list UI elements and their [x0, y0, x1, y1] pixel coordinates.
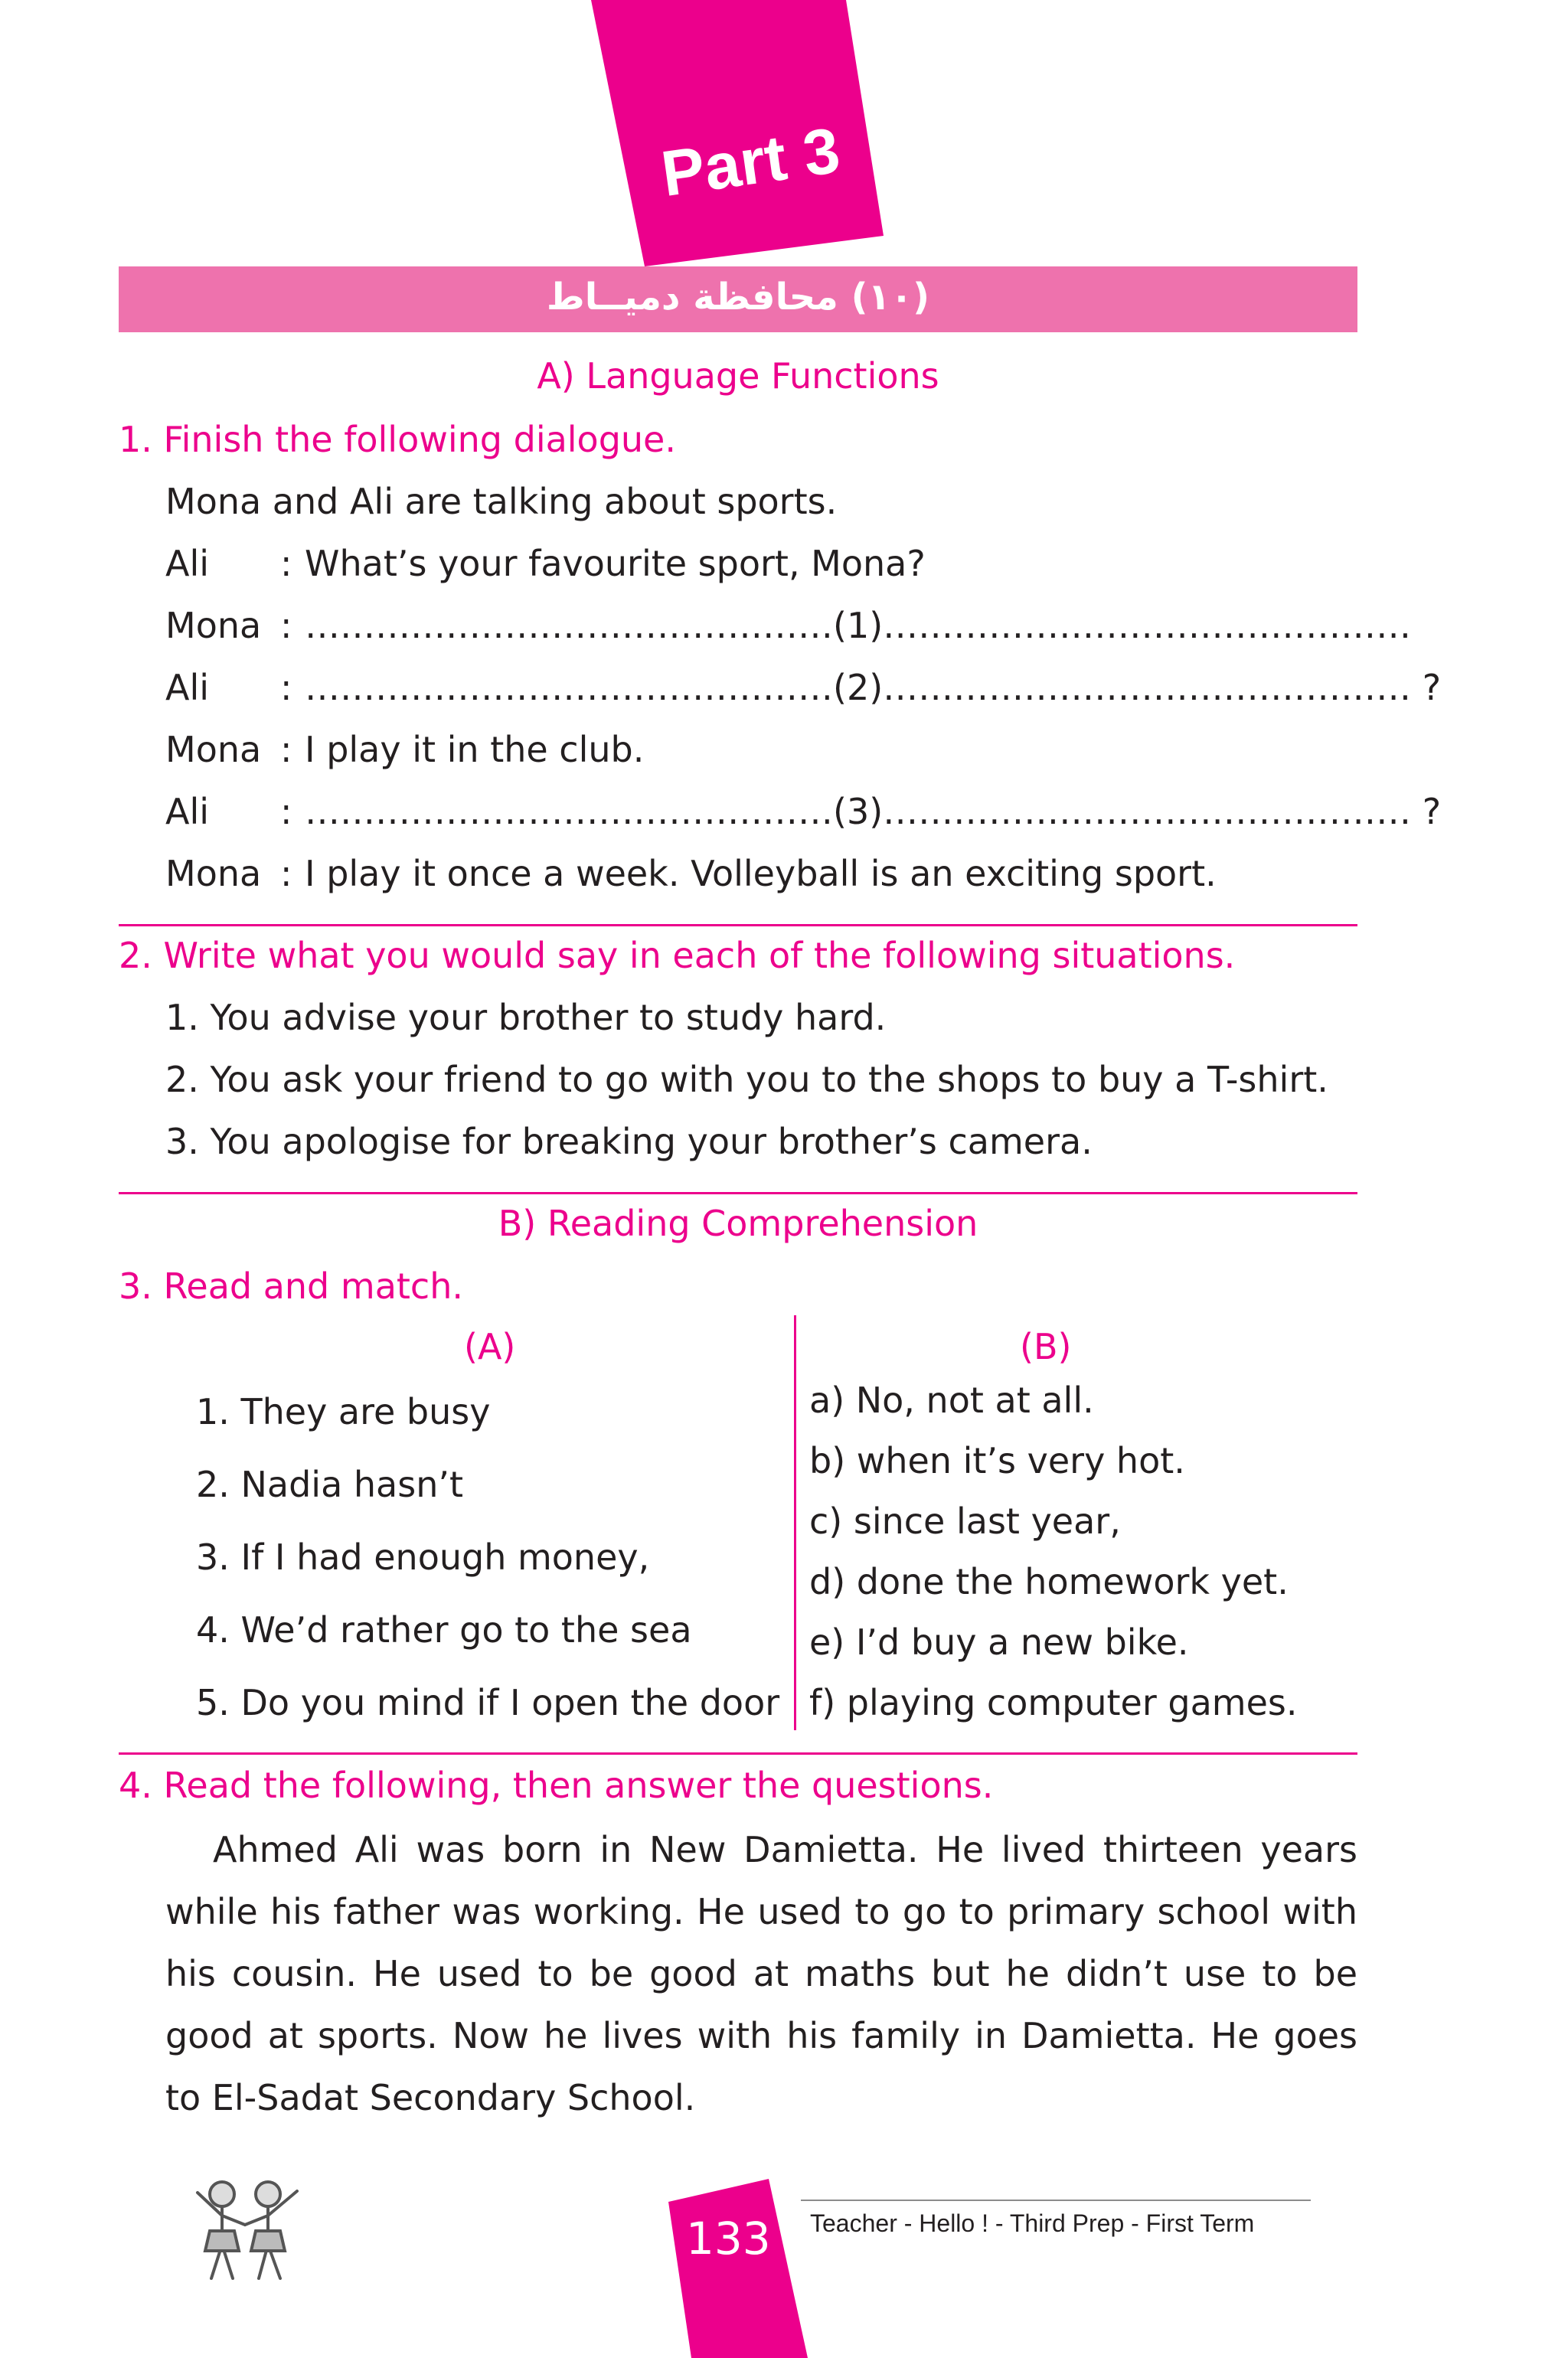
dialogue-speaker: Mona	[165, 853, 262, 894]
page-number-tab	[0, 2159, 1568, 2358]
dialogue-blank-2[interactable]: ………………………………………(2)……………………………………… ?	[305, 667, 1442, 708]
match-item-a: 1. They are busy	[196, 1391, 491, 1432]
column-divider	[794, 1315, 796, 1730]
column-a-heading: (A)	[464, 1326, 516, 1367]
part-title: Part 3	[657, 113, 844, 211]
situation-item: 1. You advise your brother to study hard.	[165, 997, 887, 1038]
dialogue-line: I play it in the club.	[305, 729, 645, 770]
situation-item: 3. You apologise for breaking your brother’s camera.	[165, 1121, 1093, 1162]
dialogue-blank-3[interactable]: ………………………………………(3)……………………………………… ?	[305, 791, 1442, 832]
dialogue-speaker: Ali	[165, 543, 210, 584]
dialogue-colon: :	[280, 853, 292, 894]
match-item-b: c) since last year,	[809, 1501, 1121, 1542]
governorate-band	[119, 266, 1357, 332]
question-4-title: 4. Read the following, then answer the questions.	[119, 1765, 994, 1806]
match-item-a: 5. Do you mind if I open the door	[196, 1682, 780, 1723]
reading-passage-text: Ahmed Ali was born in New Damietta. He lived thirteen years while his father was working. He used to go to primary school with his cousin. He used to be good at maths but he didn’t use to be good at sports. Now he lives with his family in Damietta. He goes to El-Sadat Secondary School.	[165, 1829, 1357, 2118]
footer-rule	[801, 2200, 1311, 2201]
reading-passage	[165, 1819, 1357, 2129]
dialogue-colon: :	[280, 543, 292, 584]
dialogue-line: I play it once a week. Volleyball is an exciting sport.	[305, 853, 1217, 894]
dialogue-colon: :	[280, 791, 292, 832]
question-1-title: 1. Finish the following dialogue.	[119, 419, 676, 460]
section-divider	[119, 1752, 1357, 1755]
section-b-title: B) Reading Comprehension	[498, 1203, 978, 1244]
question-3-title: 3. Read and match.	[119, 1266, 463, 1307]
match-item-b: d) done the homework yet.	[809, 1561, 1289, 1602]
dialogue-speaker: Mona	[165, 605, 262, 646]
match-item-a: 3. If I had enough money,	[196, 1537, 650, 1578]
section-a-title: A) Language Functions	[537, 355, 939, 397]
dialogue-colon: :	[280, 605, 292, 646]
dialogue-speaker: Ali	[165, 667, 210, 708]
dialogue-intro: Mona and Ali are talking about sports.	[165, 481, 838, 522]
dialogue-speaker: Ali	[165, 791, 210, 832]
match-item-a: 2. Nadia hasn’t	[196, 1464, 464, 1505]
page-number: 133	[686, 2213, 771, 2265]
dialogue-line: What’s your favourite sport, Mona?	[305, 543, 926, 584]
dialogue-blank-1[interactable]: ………………………………………(1)………………………………………	[305, 605, 1412, 646]
match-item-a: 4. We’d rather go to the sea	[196, 1609, 692, 1651]
section-divider	[119, 1192, 1357, 1194]
question-2-title: 2. Write what you would say in each of the following situations.	[119, 935, 1236, 976]
match-item-b: b) when it’s very hot.	[809, 1440, 1185, 1481]
dialogue-colon: :	[280, 667, 292, 708]
match-item-b: a) No, not at all.	[809, 1380, 1094, 1421]
match-item-b: e) I’d buy a new bike.	[809, 1622, 1189, 1663]
section-divider	[119, 924, 1357, 926]
match-item-b: f) playing computer games.	[809, 1682, 1298, 1723]
situation-item: 2. You ask your friend to go with you to the shops to buy a T-shirt.	[165, 1059, 1328, 1100]
book-title: Teacher - Hello ! - Third Prep - First Term	[810, 2209, 1255, 2237]
governorate-title: (١٠) محافظة دميــاط	[546, 276, 930, 318]
dialogue-colon: :	[280, 729, 292, 770]
column-b-heading: (B)	[1020, 1326, 1072, 1367]
dialogue-speaker: Mona	[165, 729, 262, 770]
